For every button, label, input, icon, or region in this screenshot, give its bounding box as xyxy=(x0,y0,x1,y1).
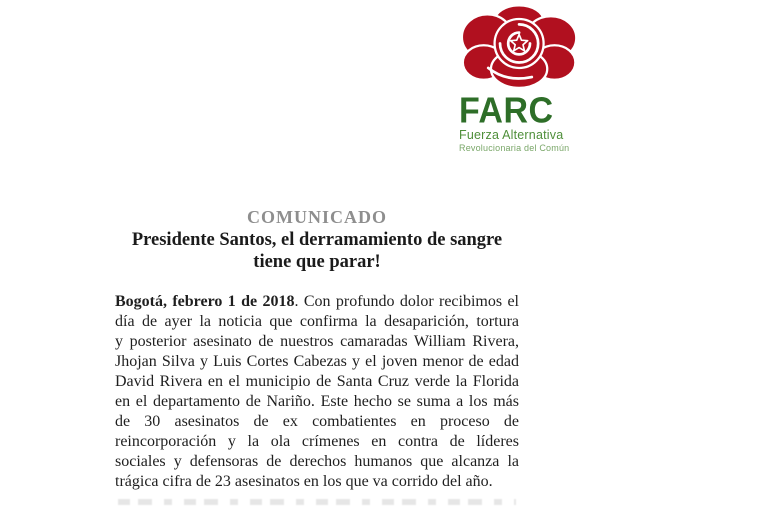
dateline: Bogotá, febrero 1 de 2018 xyxy=(115,293,295,310)
body-line: y posterior asesinato de nuestros camaradas William Rivera, xyxy=(115,333,519,350)
body-line: en el departamento de Nariño. Este hecho se suma a los más xyxy=(115,393,519,410)
logo-acronym: FARC xyxy=(459,90,554,131)
rose-with-star-icon xyxy=(461,2,579,94)
cutoff-next-paragraph xyxy=(118,499,516,505)
body-line: sociales y defensoras de derechos humanos que alcanza la xyxy=(115,453,519,470)
document-title xyxy=(115,229,519,273)
farc-logo xyxy=(459,2,583,154)
body-line: reincorporación y la ola crímenes en contra de líderes xyxy=(115,433,519,450)
document-kicker: COMUNICADO xyxy=(247,207,387,227)
body-line: trágica cifra de 23 asesinatos en los que va corrido del año. xyxy=(115,473,493,490)
logo-name-line2: Revolucionaria del Común xyxy=(459,143,570,153)
title-line1: Presidente Santos, el derramamiento de sangre xyxy=(131,230,503,250)
title-line2: tiene que parar! xyxy=(253,252,381,272)
document-body xyxy=(115,292,519,492)
logo-name-line1: Fuerza Alternativa xyxy=(459,128,564,142)
body-line: de 30 asesinatos de ex combatientes en proceso de xyxy=(115,413,519,430)
body-line: día de ayer la noticia que confirma la desaparición, tortura xyxy=(115,313,519,330)
body-line: Bogotá, febrero 1 de 2018. Con profundo dolor recibimos el xyxy=(115,293,519,310)
body-line: David Rivera en el municipio de Santa Cruz verde la Florida xyxy=(115,373,519,390)
body-line: Jhojan Silva y Luis Cortes Cabezas y el joven menor de edad xyxy=(115,353,519,370)
